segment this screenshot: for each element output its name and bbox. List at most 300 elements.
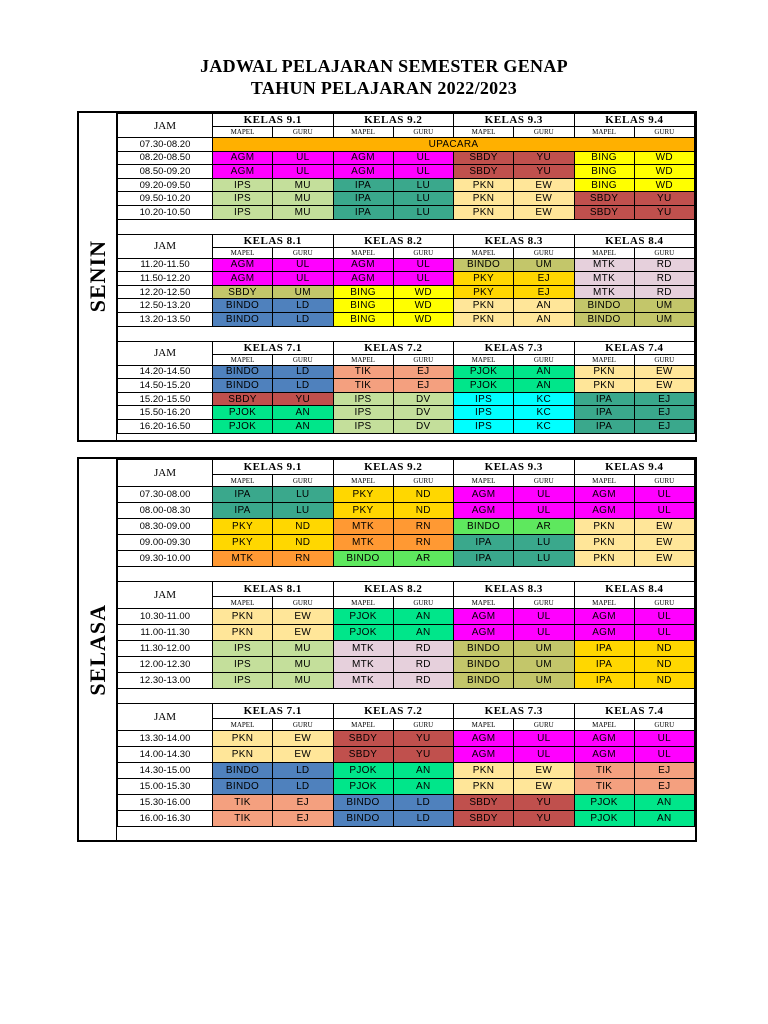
subject-cell: MTK [333,657,393,673]
class-header: KELAS 9.2 [333,460,454,475]
teacher-cell: UL [634,487,695,503]
subject-cell: AGM [454,503,514,519]
teacher-cell: YU [634,205,695,219]
schedule-row [118,151,695,165]
class-header: KELAS 8.1 [213,582,334,597]
guru-header: GURU [273,475,334,487]
teacher-cell: LD [273,379,334,393]
subject-cell: TIK [213,811,273,827]
guru-header: GURU [514,127,575,138]
teacher-cell: RN [393,519,454,535]
teacher-cell: RD [634,285,695,299]
class-header: KELAS 7.4 [574,704,695,719]
mapel-header: MAPEL [213,247,273,258]
teacher-cell: UL [273,272,334,286]
mapel-header: MAPEL [333,475,393,487]
teacher-cell: LU [514,551,575,567]
subject-cell: SBDY [454,811,514,827]
subject-cell: BING [333,312,393,326]
teacher-cell: AN [514,312,575,326]
teacher-cell: EW [634,519,695,535]
subject-cell: AGM [454,747,514,763]
teacher-cell: ND [634,641,695,657]
teacher-cell: EW [273,731,334,747]
mapel-header: MAPEL [454,719,514,731]
teacher-cell: ND [273,535,334,551]
teacher-cell: AN [393,625,454,641]
subject-cell: PJOK [454,379,514,393]
teacher-cell: AN [634,811,695,827]
teacher-cell: UL [634,609,695,625]
teacher-cell: EJ [514,272,575,286]
class-header: KELAS 8.2 [333,582,454,597]
class-header: KELAS 8.4 [574,582,695,597]
subject-cell: AGM [333,272,393,286]
schedule-table [117,581,695,689]
subject-cell: IPS [213,673,273,689]
teacher-cell: EW [514,763,575,779]
teacher-cell: UL [273,151,334,165]
schedule-row [118,641,695,657]
schedule-row [118,673,695,689]
time-slot: 10.30-11.00 [118,609,213,625]
time-slot: 15.20-15.50 [118,392,213,406]
subject-cell: AGM [574,731,634,747]
teacher-cell: MU [273,641,334,657]
class-header: KELAS 7.1 [213,341,334,354]
teacher-cell: EJ [273,795,334,811]
schedule-table [117,459,695,567]
time-slot: 07.30-08.20 [118,138,213,152]
guru-header: GURU [634,597,695,609]
mapel-header: MAPEL [574,597,634,609]
schedule-row [118,192,695,206]
subject-cell: BINDO [213,779,273,795]
guru-header: GURU [634,247,695,258]
teacher-cell: YU [393,747,454,763]
time-slot: 12.30-13.00 [118,673,213,689]
mapel-header: MAPEL [333,247,393,258]
guru-header: GURU [273,597,334,609]
teacher-cell: UM [273,285,334,299]
teacher-cell: MU [273,178,334,192]
guru-header: GURU [514,475,575,487]
schedule-row [118,205,695,219]
group-spacer [117,220,695,234]
group-spacer [117,689,695,703]
mapel-header: MAPEL [213,719,273,731]
subject-cell: MTK [213,551,273,567]
schedule-row [118,779,695,795]
teacher-cell: AN [393,779,454,795]
jam-header: JAM [118,114,213,138]
class-header: KELAS 9.4 [574,460,695,475]
subject-cell: PKY [454,285,514,299]
teacher-cell: WD [634,165,695,179]
teacher-cell: YU [393,731,454,747]
subject-cell: IPS [333,392,393,406]
teacher-cell: DV [393,419,454,433]
subject-cell: AGM [574,487,634,503]
time-slot: 09.50-10.20 [118,192,213,206]
teacher-cell: UL [393,165,454,179]
subject-cell: TIK [333,365,393,379]
teacher-cell: EW [634,365,695,379]
mapel-header: MAPEL [574,719,634,731]
teacher-cell: LD [273,365,334,379]
schedule-row [118,625,695,641]
day-groups [117,459,695,840]
schedule-row [118,519,695,535]
schedule-row [118,487,695,503]
subject-cell: AGM [333,258,393,272]
guru-header: GURU [634,127,695,138]
schedule-row [118,609,695,625]
subject-cell: PKY [454,272,514,286]
schedule-row [118,392,695,406]
teacher-cell: RD [393,641,454,657]
subject-cell: IPA [574,641,634,657]
guru-header: GURU [634,475,695,487]
mapel-header: MAPEL [213,597,273,609]
class-header: KELAS 7.2 [333,341,454,354]
teacher-cell: EJ [634,779,695,795]
group-spacer [117,567,695,581]
subject-cell: PKN [574,365,634,379]
subject-cell: BINDO [454,641,514,657]
teacher-cell: UM [634,299,695,313]
teacher-cell: EW [514,178,575,192]
subject-cell: IPA [574,657,634,673]
teacher-cell: EW [634,551,695,567]
schedule-row [118,138,695,152]
day-groups [117,113,695,440]
teacher-cell: EJ [393,365,454,379]
teacher-cell: UL [273,258,334,272]
teacher-cell: MU [273,192,334,206]
mapel-header: MAPEL [333,127,393,138]
teacher-cell: RN [273,551,334,567]
time-slot: 12.00-12.30 [118,657,213,673]
schedule-row [118,285,695,299]
teacher-cell: LU [273,503,334,519]
teacher-cell: DV [393,392,454,406]
subject-cell: IPS [213,657,273,673]
time-slot: 07.30-08.00 [118,487,213,503]
guru-header: GURU [514,247,575,258]
subject-cell: PJOK [333,763,393,779]
teacher-cell: EJ [634,406,695,420]
time-slot: 14.50-15.20 [118,379,213,393]
schedule-row [118,178,695,192]
class-header: KELAS 7.4 [574,341,695,354]
teacher-cell: LU [393,192,454,206]
group-spacer [117,327,695,341]
time-slot: 11.20-11.50 [118,258,213,272]
time-slot: 09.00-09.30 [118,535,213,551]
teacher-cell: WD [393,312,454,326]
guru-header: GURU [273,354,334,365]
time-slot: 15.30-16.00 [118,795,213,811]
day-label: SENIN [79,113,117,440]
time-slot: 12.50-13.20 [118,299,213,313]
day-block-selasa [77,457,697,842]
time-slot: 11.50-12.20 [118,272,213,286]
subject-cell: BINDO [333,551,393,567]
mapel-header: MAPEL [333,597,393,609]
teacher-cell: UM [514,657,575,673]
teacher-cell: LD [393,811,454,827]
subject-cell: TIK [574,779,634,795]
subject-cell: TIK [333,379,393,393]
subject-cell: SBDY [213,392,273,406]
teacher-cell: LU [514,535,575,551]
teacher-cell: UL [514,609,575,625]
subject-cell: BINDO [333,811,393,827]
subject-cell: BINDO [213,379,273,393]
teacher-cell: UL [514,731,575,747]
teacher-cell: AN [273,419,334,433]
jam-header: JAM [118,582,213,609]
teacher-cell: LD [273,299,334,313]
teacher-cell: RD [393,657,454,673]
subject-cell: BINDO [213,763,273,779]
subject-cell: PJOK [213,406,273,420]
teacher-cell: UL [634,747,695,763]
time-slot: 16.00-16.30 [118,811,213,827]
schedule-row [118,763,695,779]
subject-cell: AGM [574,609,634,625]
subject-cell: PKN [574,551,634,567]
subject-cell: PKN [454,779,514,795]
subject-cell: IPA [574,406,634,420]
teacher-cell: EJ [634,419,695,433]
subject-cell: MTK [574,258,634,272]
guru-header: GURU [514,597,575,609]
mapel-header: MAPEL [574,247,634,258]
teacher-cell: YU [514,795,575,811]
schedule-row [118,365,695,379]
subject-cell: PKY [333,487,393,503]
subject-cell: MTK [333,519,393,535]
teacher-cell: AN [514,365,575,379]
teacher-cell: AN [634,795,695,811]
teacher-cell: LU [393,178,454,192]
subject-cell: PKY [333,503,393,519]
mapel-header: MAPEL [454,247,514,258]
class-header: KELAS 7.1 [213,704,334,719]
schedule-row [118,535,695,551]
jam-header: JAM [118,704,213,731]
teacher-cell: AN [273,406,334,420]
time-slot: 13.30-14.00 [118,731,213,747]
subject-cell: PKN [574,379,634,393]
mapel-header: MAPEL [574,475,634,487]
time-slot: 13.20-13.50 [118,312,213,326]
subject-cell: BING [333,299,393,313]
subject-cell: BING [333,285,393,299]
teacher-cell: LD [393,795,454,811]
teacher-cell: EW [514,205,575,219]
jam-header: JAM [118,341,213,365]
subject-cell: AGM [454,609,514,625]
schedule-table [117,113,695,220]
subject-cell: IPA [574,419,634,433]
teacher-cell: ND [634,673,695,689]
mapel-header: MAPEL [574,354,634,365]
schedule-row [118,165,695,179]
subject-cell: BINDO [333,795,393,811]
guru-header: GURU [393,354,454,365]
subject-cell: AGM [454,487,514,503]
subject-cell: SBDY [213,285,273,299]
subject-cell: PJOK [574,795,634,811]
teacher-cell: AN [393,609,454,625]
teacher-cell: YU [514,165,575,179]
subject-cell: PJOK [213,419,273,433]
time-slot: 14.00-14.30 [118,747,213,763]
subject-cell: BINDO [454,258,514,272]
mapel-header: MAPEL [333,354,393,365]
subject-cell: AGM [213,151,273,165]
schedule-table [117,234,695,327]
schedule-row [118,731,695,747]
teacher-cell: EW [273,625,334,641]
time-slot: 08.50-09.20 [118,165,213,179]
subject-cell: AGM [333,151,393,165]
subject-cell: SBDY [574,205,634,219]
schedule-row [118,795,695,811]
subject-cell: PKN [213,609,273,625]
subject-cell: BING [574,165,634,179]
guru-header: GURU [273,247,334,258]
teacher-cell: AN [514,299,575,313]
teacher-cell: YU [514,811,575,827]
teacher-cell: EJ [514,285,575,299]
subject-cell: SBDY [454,165,514,179]
teacher-cell: RD [634,258,695,272]
guru-header: GURU [393,475,454,487]
guru-header: GURU [514,719,575,731]
time-slot: 09.20-09.50 [118,178,213,192]
subject-cell: MTK [574,285,634,299]
class-header: KELAS 9.3 [454,460,575,475]
upacara-cell: UPACARA [213,138,695,152]
jam-header: JAM [118,460,213,487]
teacher-cell: UL [393,151,454,165]
subject-cell: IPA [213,487,273,503]
time-slot: 10.20-10.50 [118,205,213,219]
class-header: KELAS 8.4 [574,234,695,247]
subject-cell: IPS [333,406,393,420]
time-slot: 14.30-15.00 [118,763,213,779]
subject-cell: PKY [213,519,273,535]
class-header: KELAS 8.1 [213,234,334,247]
teacher-cell: EW [514,779,575,795]
time-slot: 12.20-12.50 [118,285,213,299]
subject-cell: SBDY [333,731,393,747]
time-slot: 11.00-11.30 [118,625,213,641]
teacher-cell: AN [393,763,454,779]
subject-cell: PKN [454,192,514,206]
teacher-cell: RN [393,535,454,551]
subject-cell: PJOK [333,779,393,795]
time-slot: 08.20-08.50 [118,151,213,165]
subject-cell: SBDY [574,192,634,206]
schedule-table [117,341,695,434]
teacher-cell: AR [393,551,454,567]
teacher-cell: LD [273,779,334,795]
class-header: KELAS 8.2 [333,234,454,247]
teacher-cell: WD [634,178,695,192]
class-header: KELAS 7.2 [333,704,454,719]
subject-cell: BINDO [213,365,273,379]
teacher-cell: AN [514,379,575,393]
time-slot: 15.50-16.20 [118,406,213,420]
subject-cell: IPS [454,406,514,420]
subject-cell: MTK [574,272,634,286]
subject-cell: BINDO [213,312,273,326]
teacher-cell: UM [514,673,575,689]
teacher-cell: ND [393,503,454,519]
subject-cell: PKN [454,763,514,779]
teacher-cell: EW [634,535,695,551]
subject-cell: MTK [333,673,393,689]
subject-cell: BING [574,178,634,192]
subject-cell: PKN [213,747,273,763]
teacher-cell: EW [273,747,334,763]
teacher-cell: UL [393,272,454,286]
subject-cell: IPS [454,419,514,433]
teacher-cell: ND [393,487,454,503]
subject-cell: BINDO [574,299,634,313]
time-slot: 11.30-12.00 [118,641,213,657]
subject-cell: PKN [213,731,273,747]
teacher-cell: UM [634,312,695,326]
schedule-row [118,747,695,763]
mapel-header: MAPEL [574,127,634,138]
guru-header: GURU [393,127,454,138]
teacher-cell: KC [514,406,575,420]
teacher-cell: YU [273,392,334,406]
teacher-cell: KC [514,419,575,433]
subject-cell: IPA [574,392,634,406]
subject-cell: PKN [454,178,514,192]
subject-cell: PJOK [333,609,393,625]
subject-cell: SBDY [333,747,393,763]
day-block-senin [77,111,697,442]
schedule-row [118,379,695,393]
schedule-row [118,299,695,313]
subject-cell: TIK [574,763,634,779]
subject-cell: IPA [454,535,514,551]
jam-header: JAM [118,234,213,258]
subject-cell: AGM [574,747,634,763]
guru-header: GURU [393,597,454,609]
time-slot: 16.20-16.50 [118,419,213,433]
subject-cell: IPA [574,673,634,689]
teacher-cell: WD [634,151,695,165]
subject-cell: AGM [574,503,634,519]
teacher-cell: LU [273,487,334,503]
teacher-cell: DV [393,406,454,420]
page-title: JADWAL PELAJARAN SEMESTER GENAP [200,56,568,76]
subject-cell: IPS [213,205,273,219]
mapel-header: MAPEL [333,719,393,731]
teacher-cell: RD [634,272,695,286]
subject-cell: BINDO [454,657,514,673]
guru-header: GURU [393,247,454,258]
